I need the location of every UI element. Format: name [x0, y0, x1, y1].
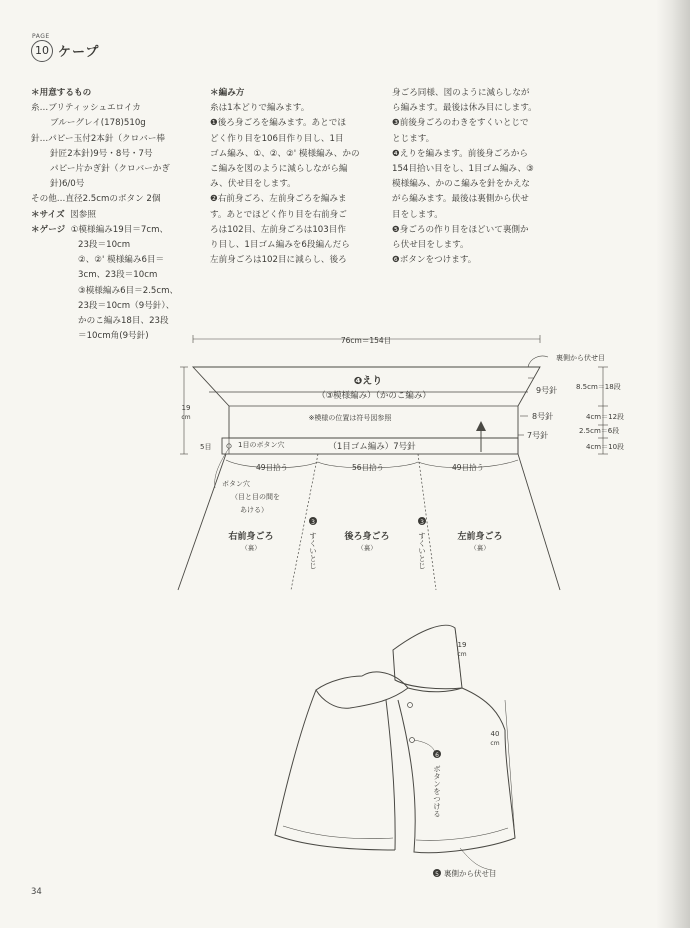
buttonhole-note: （目と目の間を: [231, 493, 280, 501]
gauge-label: ＊ゲージ: [31, 224, 66, 235]
page-title: ケープ: [58, 45, 100, 60]
hem-step-number: 5: [435, 871, 439, 878]
materials-line: 針)6/0号: [50, 179, 85, 190]
seam-label-left: すくいとじ: [417, 532, 427, 570]
materials-line: パピー片かぎ針（クロバーかぎ: [50, 164, 170, 175]
materials-line: 針匠2本針)9号・8号・7号: [50, 148, 153, 159]
right-front-reverse: （裏）: [241, 544, 261, 552]
right-front-label: 右前身ごろ: [228, 532, 274, 542]
materials-line: ブルーグレイ(178)510g: [50, 118, 146, 129]
pick-up-left: 49目拾う: [451, 463, 485, 472]
button-step-number: 6: [435, 752, 439, 759]
method-line: ❹えりを編みます。前後身ごろから: [392, 148, 528, 159]
cape-body-height: 40: [490, 730, 500, 738]
buttonhole-note: ボタン穴: [222, 480, 250, 488]
method-line: 目をします。: [392, 209, 443, 220]
gauge-text: ①模様編み19目＝7cm、: [70, 224, 169, 235]
method-line: がら編みます。最後は裏側から伏せ: [392, 194, 529, 205]
method-line: ❺身ごろの作り目をほどいて裏側か: [392, 224, 529, 235]
back-reverse: （裏）: [357, 544, 377, 552]
cape-collar-back: [393, 625, 462, 688]
buttonhole-rows: 5目: [200, 443, 212, 451]
page-number: 34: [31, 887, 42, 897]
gauge-text: ＝10cm角(9号針): [78, 331, 149, 342]
cape-body-unit: cm: [490, 740, 500, 747]
pattern-note: ※模様の位置は符号図参照: [308, 414, 392, 422]
materials-line: その他…直径2.5cmのボタン 2個: [31, 194, 161, 205]
method-line: み、伏せ目をします。: [210, 179, 296, 190]
method-line: 模様編み、かのこ編みを針をかえな: [392, 179, 531, 190]
page-label: PAGE: [32, 33, 50, 40]
pick-up-back: 56目拾う: [351, 463, 385, 472]
gauge-text: ③模様編み6目＝2.5cm、: [78, 285, 179, 296]
gauge-text: 3cm、23段＝10cm: [78, 270, 158, 281]
cape-right-body: [275, 690, 395, 850]
pattern-number-badge: 10: [31, 40, 53, 62]
materials-line: 針…パピー玉付2本針（クロバー棒: [31, 133, 166, 144]
rows-4cm-12: 4cm＝12段: [586, 413, 625, 421]
bind-off-note: 裏側から伏せ目: [556, 354, 605, 362]
cape-left-body: [398, 700, 515, 853]
size-label: ＊サイズ: [31, 209, 65, 220]
gauge-text: 23段＝10cm（9号針）、: [78, 300, 175, 311]
gauge-text: かのこ編み18目、23段: [78, 316, 169, 327]
method-heading: ＊編み方: [210, 88, 245, 98]
method-line: ゴム編み、①、②、②' 模様編み、かの: [210, 148, 360, 159]
method-line: こ編みを図のように減らしながら編: [210, 164, 348, 175]
collar-title: ❹えり: [353, 376, 383, 387]
rows-2-5cm: 2.5cm＝6段: [579, 427, 620, 435]
method-line: ❷右前身ごろ、左前身ごろを編みま: [210, 194, 347, 205]
gauge-text: ②、②' 模様編み6目＝: [78, 255, 165, 266]
needle-8-label: 8号針: [532, 412, 554, 421]
back-label: 後ろ身ごろ: [344, 532, 390, 542]
cape-collar-front: [316, 672, 408, 708]
needle-9-label: 9号針: [536, 386, 558, 395]
collar-height-value: 19: [181, 404, 191, 412]
method-line: ら伏せ目をします。: [392, 240, 469, 251]
method-line: 154目拾い目をし、1目ゴム編み、③: [392, 164, 534, 175]
hem-label: 裏側から伏せ目: [444, 869, 497, 878]
needle-7-label: 7号針: [527, 431, 549, 440]
collar-width-label: 76cm＝154目: [340, 336, 392, 345]
method-line: ❻ボタンをつけます。: [392, 255, 477, 266]
left-front-label: 左前身ごろ: [457, 532, 503, 542]
method-line: り目し、1目ゴム編みを6段編んだら: [210, 240, 350, 251]
method-line: どく作り目を106目作り目し、1目: [210, 133, 344, 144]
seam-number: 3: [311, 519, 315, 526]
seam-number: 3: [420, 519, 424, 526]
method-line: ❸前後身ごろのわきをすくいとじで: [392, 118, 529, 129]
method-line: す。あとでほどく作り目を右前身ご: [210, 209, 347, 220]
materials-line: 糸…ブリティッシュエロイカ: [31, 103, 141, 114]
cape-collar-height: 19: [457, 641, 467, 649]
seam-label-right: すくいとじ: [308, 532, 318, 570]
left-front-edge: [518, 454, 560, 590]
method-line: 身ごろ同様、図のように減らしなが: [392, 88, 530, 98]
buttonhole-note: あける）: [240, 506, 268, 514]
method-line: 糸は1本どりで編みます。: [210, 103, 310, 114]
method-line: ろは102目、左前身ごろは103目作: [210, 224, 346, 235]
method-line: ❶後ろ身ごろを編みます。あとでほ: [210, 118, 346, 129]
rib-label: （1目ゴム編み）7号針: [328, 442, 416, 452]
size-value: 図参照: [70, 209, 96, 220]
rows-8-5cm: 8.5cm＝18段: [576, 383, 621, 391]
cape-collar-unit: cm: [457, 651, 467, 658]
collar-height-unit: cm: [181, 414, 191, 421]
method-line: 左前身ごろは102目に減らし、後ろ: [210, 255, 347, 266]
materials-heading: ＊用意するもの: [31, 88, 92, 98]
method-line: ら編みます。最後は休み目にします。: [392, 103, 537, 114]
right-front-edge: [178, 454, 226, 590]
buttonhole-label: 1目のボタン穴: [238, 441, 285, 449]
collar-pattern-label: （③模様編み）（かのこ編み）: [317, 391, 431, 401]
gauge-text: 23段＝10cm: [78, 240, 131, 251]
method-line: とじます。: [392, 133, 435, 144]
button-label: ボタンをつける: [432, 765, 442, 818]
left-front-reverse: （裏）: [470, 544, 490, 552]
pick-up-right: 49目拾う: [255, 463, 289, 472]
rows-4cm-10: 4cm＝10段: [586, 443, 625, 451]
